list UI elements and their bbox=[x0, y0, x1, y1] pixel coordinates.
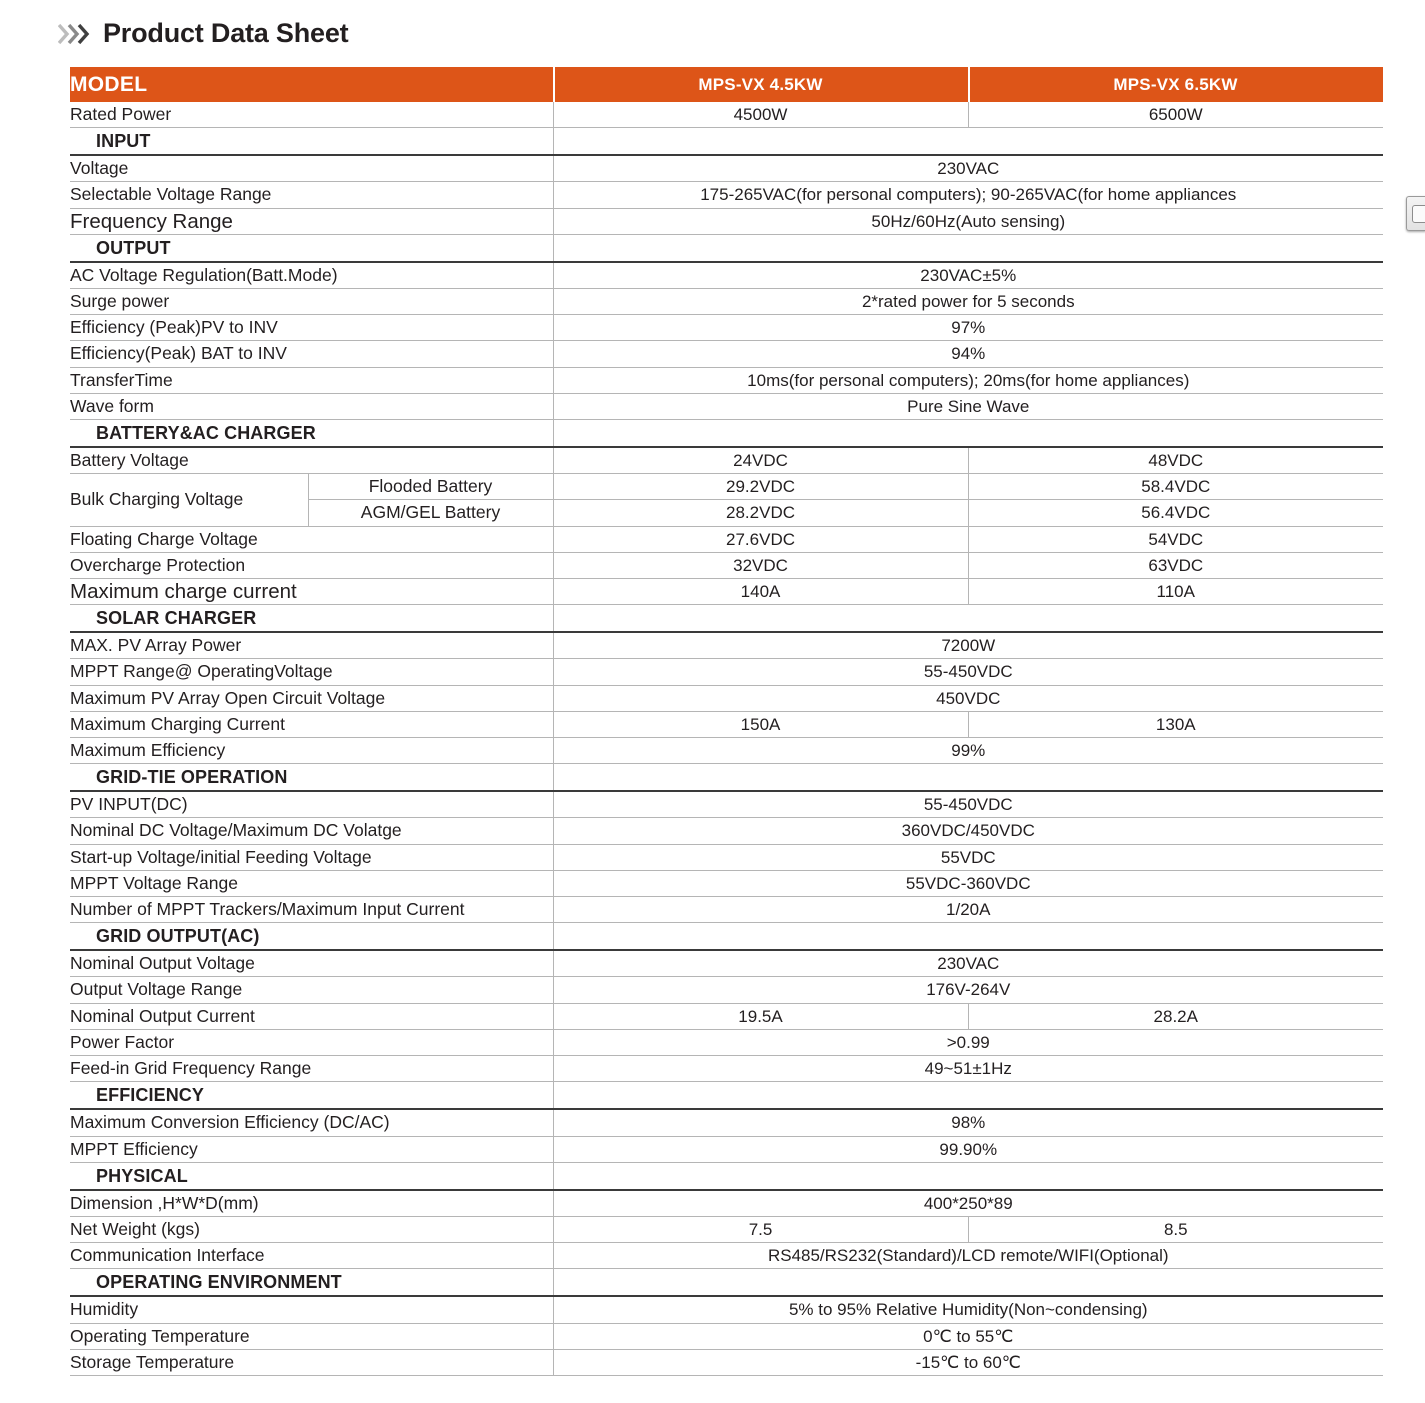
row-label: Feed-in Grid Frequency Range bbox=[70, 1056, 553, 1082]
value-col-b: 58.4VDC bbox=[968, 474, 1383, 500]
row-label: MAX. PV Array Power bbox=[70, 632, 553, 659]
page-title: Product Data Sheet bbox=[103, 18, 349, 48]
table-row bbox=[70, 182, 1383, 208]
value-span: 55VDC-360VDC bbox=[553, 870, 1383, 896]
spec-sheet bbox=[70, 67, 1383, 1376]
page-header bbox=[58, 18, 348, 49]
section-title: INPUT bbox=[70, 128, 553, 156]
table-row bbox=[70, 711, 1383, 737]
table-row bbox=[70, 1109, 1383, 1136]
row-label: Nominal DC Voltage/Maximum DC Volatge bbox=[70, 818, 553, 844]
table-row bbox=[70, 1349, 1383, 1375]
value-span: 98% bbox=[553, 1109, 1383, 1136]
row-label: Maximum PV Array Open Circuit Voltage bbox=[70, 685, 553, 711]
table-row bbox=[70, 1056, 1383, 1082]
value-span: 360VDC/450VDC bbox=[553, 818, 1383, 844]
row-label: Power Factor bbox=[70, 1029, 553, 1055]
row-label: Output Voltage Range bbox=[70, 977, 553, 1003]
table-row bbox=[70, 289, 1383, 315]
column-header-model-b: MPS-VX 6.5KW bbox=[968, 67, 1383, 102]
column-header-model-a: MPS-VX 4.5KW bbox=[553, 67, 968, 102]
value-span: 99.90% bbox=[553, 1136, 1383, 1162]
section-header-row bbox=[70, 923, 1383, 951]
row-label: Frequency Range bbox=[70, 208, 553, 234]
section-header-row bbox=[70, 764, 1383, 792]
table-row bbox=[70, 791, 1383, 818]
section-header-row bbox=[70, 128, 1383, 156]
section-header-row bbox=[70, 605, 1383, 633]
value-span: 55-450VDC bbox=[553, 659, 1383, 685]
row-label: PV INPUT(DC) bbox=[70, 791, 553, 818]
table-row bbox=[70, 1216, 1383, 1242]
value-span: 2*rated power for 5 seconds bbox=[553, 289, 1383, 315]
section-title: GRID OUTPUT(AC) bbox=[70, 923, 553, 951]
value-span: 450VDC bbox=[553, 685, 1383, 711]
value-span: 49~51±1Hz bbox=[553, 1056, 1383, 1082]
row-label: Overcharge Protection bbox=[70, 552, 553, 578]
value-col-b: 56.4VDC bbox=[968, 500, 1383, 526]
section-blank-b bbox=[968, 1269, 1383, 1297]
value-col-b: 54VDC bbox=[968, 526, 1383, 552]
section-title: BATTERY&AC CHARGER bbox=[70, 420, 553, 448]
row-label: Surge power bbox=[70, 289, 553, 315]
value-col-b: 110A bbox=[968, 579, 1383, 605]
value-col-a: 29.2VDC bbox=[553, 474, 968, 500]
row-label: TransferTime bbox=[70, 367, 553, 393]
table-row bbox=[70, 870, 1383, 896]
value-col-b: 8.5 bbox=[968, 1216, 1383, 1242]
column-header-model: MODEL bbox=[70, 67, 553, 102]
double-chevron-right-icon bbox=[58, 23, 91, 45]
section-blank-b bbox=[968, 128, 1383, 156]
section-blank-a bbox=[553, 605, 968, 633]
section-blank-b bbox=[968, 1082, 1383, 1110]
spec-table bbox=[70, 67, 1383, 1376]
table-row bbox=[70, 393, 1383, 419]
row-label: Wave form bbox=[70, 393, 553, 419]
value-col-b: 48VDC bbox=[968, 447, 1383, 474]
value-span: 7200W bbox=[553, 632, 1383, 659]
section-header-row bbox=[70, 1269, 1383, 1297]
value-col-a: 27.6VDC bbox=[553, 526, 968, 552]
table-row bbox=[70, 897, 1383, 923]
table-row bbox=[70, 579, 1383, 605]
table-row bbox=[70, 367, 1383, 393]
row-label: MPPT Range@ OperatingVoltage bbox=[70, 659, 553, 685]
value-span: 230VAC bbox=[553, 155, 1383, 182]
section-blank-a bbox=[553, 420, 968, 448]
section-blank-a bbox=[553, 128, 968, 156]
row-label: Net Weight (kgs) bbox=[70, 1216, 553, 1242]
value-span: 10ms(for personal computers); 20ms(for home appliances) bbox=[553, 367, 1383, 393]
value-span: -15℃ to 60℃ bbox=[553, 1349, 1383, 1375]
value-span: 1/20A bbox=[553, 897, 1383, 923]
value-col-b: 6500W bbox=[968, 102, 1383, 128]
section-title: PHYSICAL bbox=[70, 1162, 553, 1190]
value-span: 176V-264V bbox=[553, 977, 1383, 1003]
section-header-row bbox=[70, 1082, 1383, 1110]
row-label: Rated Power bbox=[70, 102, 553, 128]
table-row bbox=[70, 155, 1383, 182]
value-col-a: 32VDC bbox=[553, 552, 968, 578]
section-blank-a bbox=[553, 1162, 968, 1190]
section-blank-b bbox=[968, 1162, 1383, 1190]
row-label: Maximum Efficiency bbox=[70, 738, 553, 764]
table-row bbox=[70, 526, 1383, 552]
row-label: Floating Charge Voltage bbox=[70, 526, 553, 552]
value-span: 55-450VDC bbox=[553, 791, 1383, 818]
table-row bbox=[70, 315, 1383, 341]
value-span: 97% bbox=[553, 315, 1383, 341]
value-span: >0.99 bbox=[553, 1029, 1383, 1055]
table-row bbox=[70, 1136, 1383, 1162]
table-row bbox=[70, 632, 1383, 659]
section-title: OUTPUT bbox=[70, 234, 553, 262]
row-label: Storage Temperature bbox=[70, 1349, 553, 1375]
table-row bbox=[70, 208, 1383, 234]
row-label: Efficiency (Peak)PV to INV bbox=[70, 315, 553, 341]
row-label: Operating Temperature bbox=[70, 1323, 553, 1349]
row-label: Maximum Charging Current bbox=[70, 711, 553, 737]
row-label: Maximum Conversion Efficiency (DC/AC) bbox=[70, 1109, 553, 1136]
section-blank-a bbox=[553, 764, 968, 792]
section-blank-b bbox=[968, 764, 1383, 792]
row-label: Efficiency(Peak) BAT to INV bbox=[70, 341, 553, 367]
rounded-square-icon[interactable] bbox=[1406, 196, 1425, 231]
table-row bbox=[70, 659, 1383, 685]
value-span: 55VDC bbox=[553, 844, 1383, 870]
row-label: Nominal Output Voltage bbox=[70, 950, 553, 977]
value-span: 230VAC bbox=[553, 950, 1383, 977]
value-col-a: 19.5A bbox=[553, 1003, 968, 1029]
value-span: RS485/RS232(Standard)/LCD remote/WIFI(Optional) bbox=[553, 1243, 1383, 1269]
section-title: SOLAR CHARGER bbox=[70, 605, 553, 633]
section-blank-a bbox=[553, 234, 968, 262]
section-blank-a bbox=[553, 923, 968, 951]
table-row bbox=[70, 1003, 1383, 1029]
table-row bbox=[70, 262, 1383, 289]
row-label: Dimension ,H*W*D(mm) bbox=[70, 1190, 553, 1217]
row-label: Communication Interface bbox=[70, 1243, 553, 1269]
section-blank-a bbox=[553, 1269, 968, 1297]
row-label: Maximum charge current bbox=[70, 579, 553, 605]
value-col-b: 63VDC bbox=[968, 552, 1383, 578]
row-label: MPPT Voltage Range bbox=[70, 870, 553, 896]
row-label: MPPT Efficiency bbox=[70, 1136, 553, 1162]
row-sublabel: AGM/GEL Battery bbox=[308, 500, 553, 526]
table-row bbox=[70, 474, 1383, 500]
section-blank-b bbox=[968, 605, 1383, 633]
section-header-row bbox=[70, 420, 1383, 448]
table-row bbox=[70, 447, 1383, 474]
value-span: 50Hz/60Hz(Auto sensing) bbox=[553, 208, 1383, 234]
row-label: Start-up Voltage/initial Feeding Voltage bbox=[70, 844, 553, 870]
row-label: Humidity bbox=[70, 1296, 553, 1323]
value-col-a: 150A bbox=[553, 711, 968, 737]
table-row bbox=[70, 1029, 1383, 1055]
table-row bbox=[70, 844, 1383, 870]
table-row bbox=[70, 685, 1383, 711]
value-span: 99% bbox=[553, 738, 1383, 764]
section-blank-a bbox=[553, 1082, 968, 1110]
value-span: 5% to 95% Relative Humidity(Non~condensing) bbox=[553, 1296, 1383, 1323]
table-row bbox=[70, 102, 1383, 128]
row-label: Bulk Charging Voltage bbox=[70, 474, 308, 526]
row-sublabel: Flooded Battery bbox=[308, 474, 553, 500]
table-row bbox=[70, 738, 1383, 764]
section-blank-b bbox=[968, 234, 1383, 262]
value-span: 230VAC±5% bbox=[553, 262, 1383, 289]
row-label: Nominal Output Current bbox=[70, 1003, 553, 1029]
value-span: 94% bbox=[553, 341, 1383, 367]
section-title: EFFICIENCY bbox=[70, 1082, 553, 1110]
row-label: Battery Voltage bbox=[70, 447, 553, 474]
table-row bbox=[70, 1243, 1383, 1269]
table-row bbox=[70, 1190, 1383, 1217]
value-col-a: 140A bbox=[553, 579, 968, 605]
value-col-a: 4500W bbox=[553, 102, 968, 128]
row-label: Number of MPPT Trackers/Maximum Input Current bbox=[70, 897, 553, 923]
table-header-row bbox=[70, 67, 1383, 102]
table-row bbox=[70, 977, 1383, 1003]
table-row bbox=[70, 950, 1383, 977]
value-col-b: 130A bbox=[968, 711, 1383, 737]
table-row bbox=[70, 1323, 1383, 1349]
section-title: OPERATING ENVIRONMENT bbox=[70, 1269, 553, 1297]
section-blank-b bbox=[968, 923, 1383, 951]
value-span: Pure Sine Wave bbox=[553, 393, 1383, 419]
section-blank-b bbox=[968, 420, 1383, 448]
value-span: 0℃ to 55℃ bbox=[553, 1323, 1383, 1349]
value-col-a: 28.2VDC bbox=[553, 500, 968, 526]
value-col-a: 7.5 bbox=[553, 1216, 968, 1242]
row-label: Selectable Voltage Range bbox=[70, 182, 553, 208]
value-span: 175-265VAC(for personal computers); 90-265VAC(for home appliances bbox=[553, 182, 1383, 208]
row-label: AC Voltage Regulation(Batt.Mode) bbox=[70, 262, 553, 289]
value-col-b: 28.2A bbox=[968, 1003, 1383, 1029]
section-header-row bbox=[70, 234, 1383, 262]
value-col-a: 24VDC bbox=[553, 447, 968, 474]
table-row bbox=[70, 1296, 1383, 1323]
table-row bbox=[70, 552, 1383, 578]
section-title: GRID-TIE OPERATION bbox=[70, 764, 553, 792]
row-label: Voltage bbox=[70, 155, 553, 182]
value-span: 400*250*89 bbox=[553, 1190, 1383, 1217]
table-row bbox=[70, 341, 1383, 367]
table-row bbox=[70, 818, 1383, 844]
section-header-row bbox=[70, 1162, 1383, 1190]
